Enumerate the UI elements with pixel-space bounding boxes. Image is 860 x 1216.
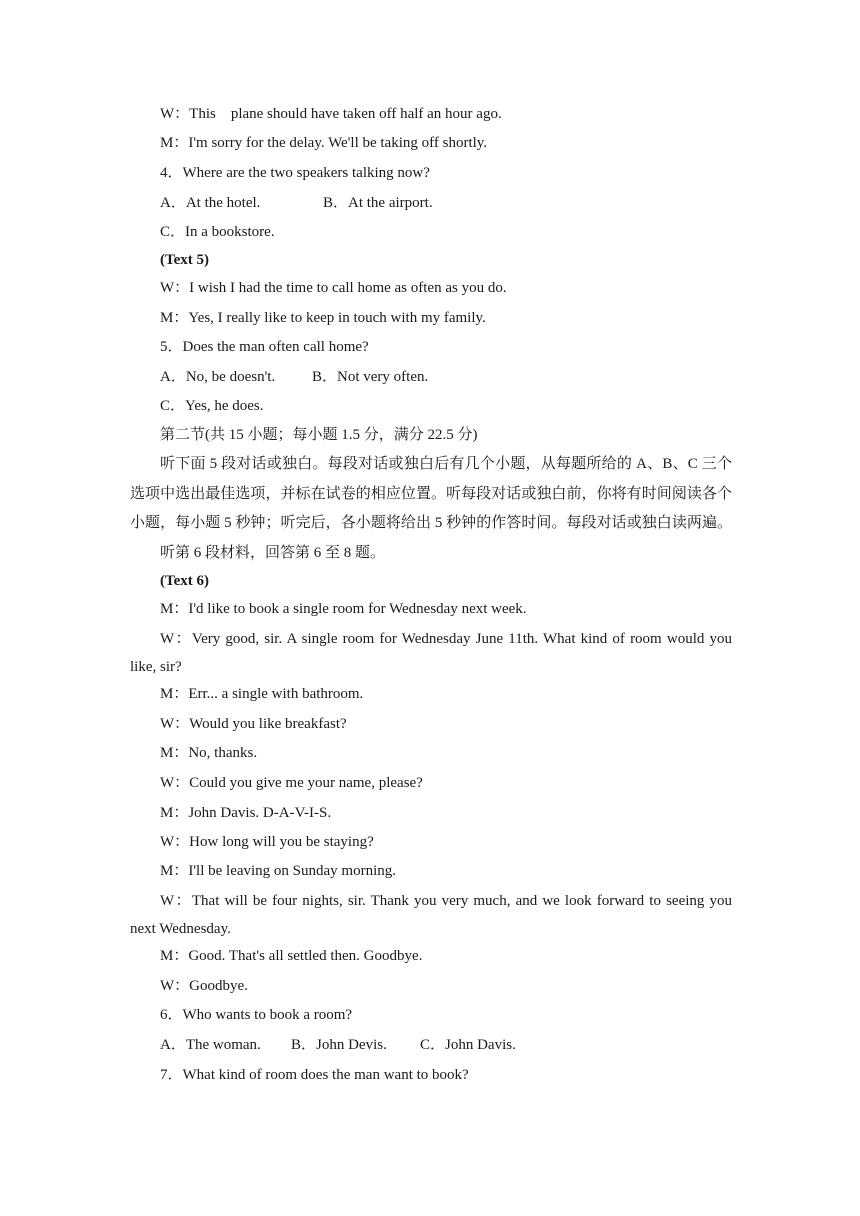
dialogue-line: M：No, thanks. [160,745,258,761]
dialogue-line: W：Goodbye. [160,978,248,994]
instructions-line: 听下面 5 段对话或独白。每段对话或独白后有几个小题，从每题所给的 A、B、C 三个 [160,456,732,472]
option-a: A．At the hotel. [160,195,261,211]
question-7: 7．What kind of room does the man want to book? [160,1067,469,1083]
option-c: C．Yes, he does. [160,398,264,414]
dialogue-continuation: like, sir? [130,659,182,675]
question-5: 5．Does the man often call home? [160,339,369,355]
dialogue-line: W：Would you like breakfast? [160,716,347,732]
section-heading: 第二节(共 15 小题；每小题 1.5 分，满分 22.5 分) [160,427,478,443]
dialogue-line: M：I'm sorry for the delay. We'll be taking off shortly. [160,135,488,151]
instructions-line: 小题，每小题 5 秒钟；听完后，各小题将给出 5 秒钟的作答时间。每段对话或独白读两遍。 [130,515,732,531]
dialogue-line: M：Yes, I really like to keep in touch with my family. [160,310,486,326]
instructions-line: 听第 6 段材料，回答第 6 至 8 题。 [160,545,386,561]
option-a: A．No, be doesn't. [160,369,276,385]
text-heading: (Text 5) [160,252,210,268]
dialogue-line: M：I'll be leaving on Sunday morning. [160,863,397,879]
dialogue-line: W：I wish I had the time to call home as often as you do. [160,280,507,296]
dialogue-continuation: next Wednesday. [130,921,231,937]
dialogue-line: M：Err... a single with bathroom. [160,686,364,702]
option-b: B．Not very often. [312,369,429,385]
text-heading: (Text 6) [160,573,210,589]
question-6: 6．Who wants to book a room? [160,1007,353,1023]
option-c: C．John Davis. [420,1037,516,1053]
dialogue-line: W：This plane should have taken off half an hour ago. [160,106,502,122]
dialogue-line: W：Very good, sir. A single room for Wednesday June 11th. What kind of room would you [160,631,732,647]
option-b: B．At the airport. [323,195,433,211]
dialogue-line: M：John Davis. D-A-V-I-S. [160,805,332,821]
dialogue-line: W：Could you give me your name, please? [160,775,423,791]
option-c: C．In a bookstore. [160,224,275,240]
question-4: 4．Where are the two speakers talking now? [160,165,430,181]
dialogue-line: M：Good. That's all settled then. Goodbye. [160,948,423,964]
option-b: B．John Devis. [291,1037,387,1053]
dialogue-line: M：I'd like to book a single room for Wednesday next week. [160,601,527,617]
instructions-line: 选项中选出最佳选项，并标在试卷的相应位置。听每段对话或独白前，你将有时间阅读各个 [130,486,732,502]
dialogue-line: W：How long will you be staying? [160,834,374,850]
option-a: A．The woman. [160,1037,261,1053]
dialogue-line: W：That will be four nights, sir. Thank you very much, and we look forward to seeing you [160,893,732,909]
